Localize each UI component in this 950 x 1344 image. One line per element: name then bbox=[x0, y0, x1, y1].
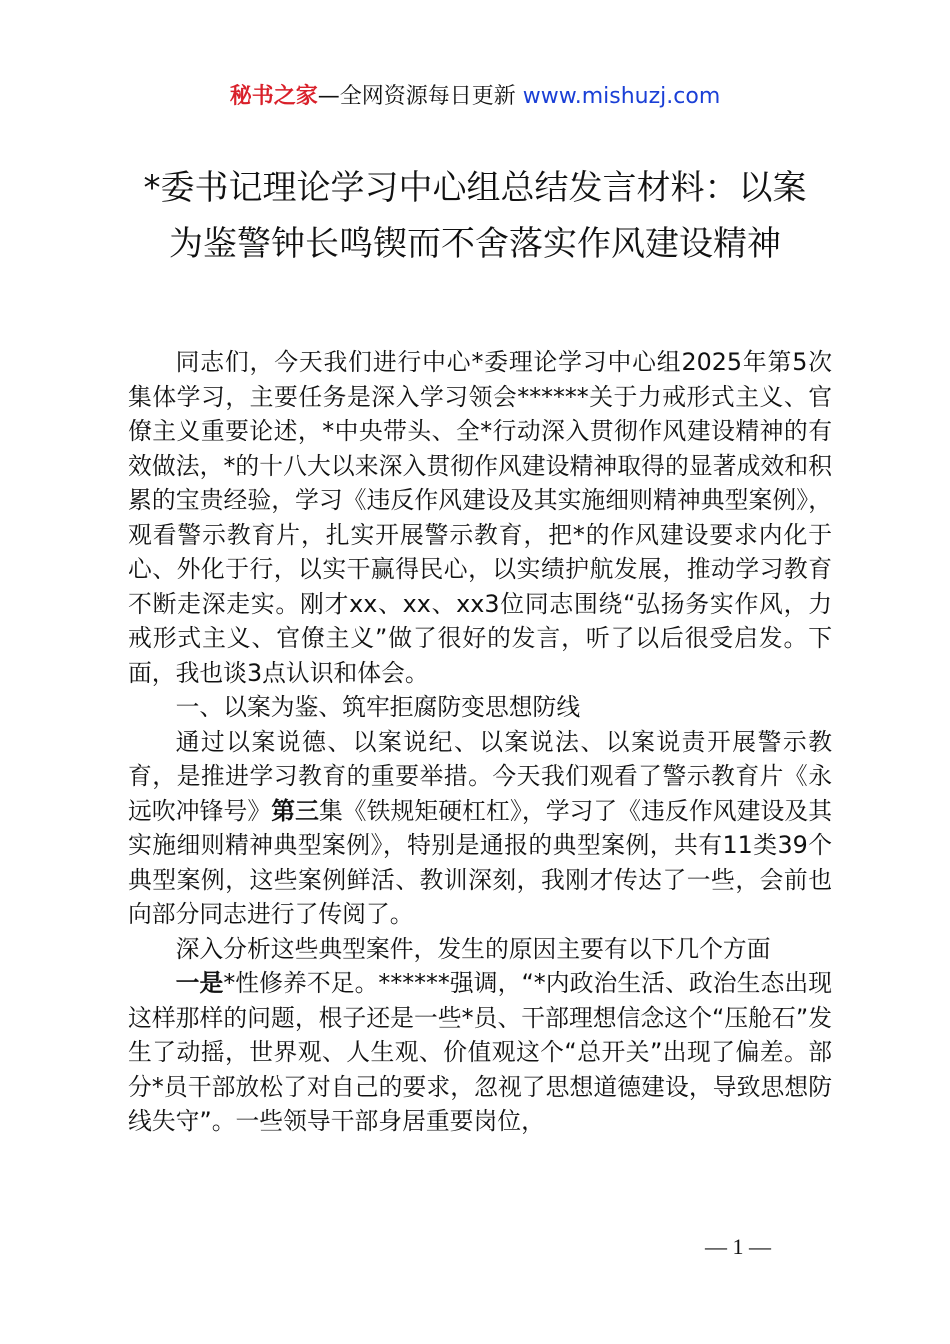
paragraph-analysis: 深入分析这些典型案件，发生的原因主要有以下几个方面 bbox=[175, 934, 771, 963]
page-number: — 1 — bbox=[705, 1234, 771, 1259]
site-slogan: —全网资源每日更新 bbox=[317, 84, 523, 109]
paragraph-intro: 同志们，今天我们进行中心*委理论学习中心组2025年第5次集体学习，主要任务是深入学习领会******关于力戒形式主义、官僚主义重要论述，*中央带头、全*行动深入贯彻作风建设精神的有效做法，*的十八大以来深入贯彻作风建设精神取得的显著成效和积累的宝贵经验，学习《违反作风建设及其实施细则精神典型案例》，观看警示教育片，扎实开展警示教育，把*的作风建设要求内化于心、外化于行，以实干赢得民心，以实绩护航发展，推动学习教育不断走深走实。刚才xx、xx、xx3位同志围绕“弘扬务实作风，力戒形式主义、官僚主义”做了很好的发言，听了以后很受启发。下面，我也谈3点认识和体会。 bbox=[128, 348, 832, 687]
paragraph-warning-education bbox=[128, 725, 832, 932]
bold-first-point: 一是 bbox=[175, 969, 224, 997]
paragraph-text: 通过以案说德、以案说纪、以案说法、以案说责开展警示教育，是推进学习教育的重要举措。今天我们观看了警示教育片《永远吹冲锋号》 bbox=[128, 727, 832, 825]
site-url-link[interactable]: www.mishuzj.com bbox=[522, 84, 721, 109]
page-footer bbox=[0, 1232, 950, 1262]
paragraph-point-1 bbox=[128, 966, 832, 1139]
site-header bbox=[0, 80, 950, 114]
document-title bbox=[60, 160, 890, 272]
paragraph-text: *性修养不足。******强调，“*内政治生活、政治生态出现这样那样的问题，根子还是一些*员、干部理想信念这个“压舱石”发生了动摇，世界观、人生观、价值观这个“总开关”出现了偏差。部分*员干部放松了对自己的要求，忽视了思想道德建设，导致思想防线失守”。一些领导干部身居重要岗位， bbox=[128, 969, 832, 1135]
title-line-1: *委书记理论学习中心组总结发言材料：以案 bbox=[143, 168, 807, 208]
document-body bbox=[128, 345, 832, 1139]
title-line-2: 为鉴警钟长鸣锲而不舍落实作风建设精神 bbox=[169, 224, 781, 264]
bold-episode: 第三 bbox=[271, 796, 319, 825]
paragraph-text: 集《铁规矩硬杠杠》，学习了《违反作风建设及其实施细则精神典型案例》，特别是通报的典型案例，共有11类39个典型案例，这些案例鲜活、教训深刻，我刚才传达了一些，会前也向部分同志进行了传阅了。 bbox=[128, 796, 833, 928]
site-brand: 秘书之家 bbox=[229, 84, 318, 109]
section-heading-1: 一、以案为鉴、筑牢拒腐防变思想防线 bbox=[175, 693, 581, 721]
